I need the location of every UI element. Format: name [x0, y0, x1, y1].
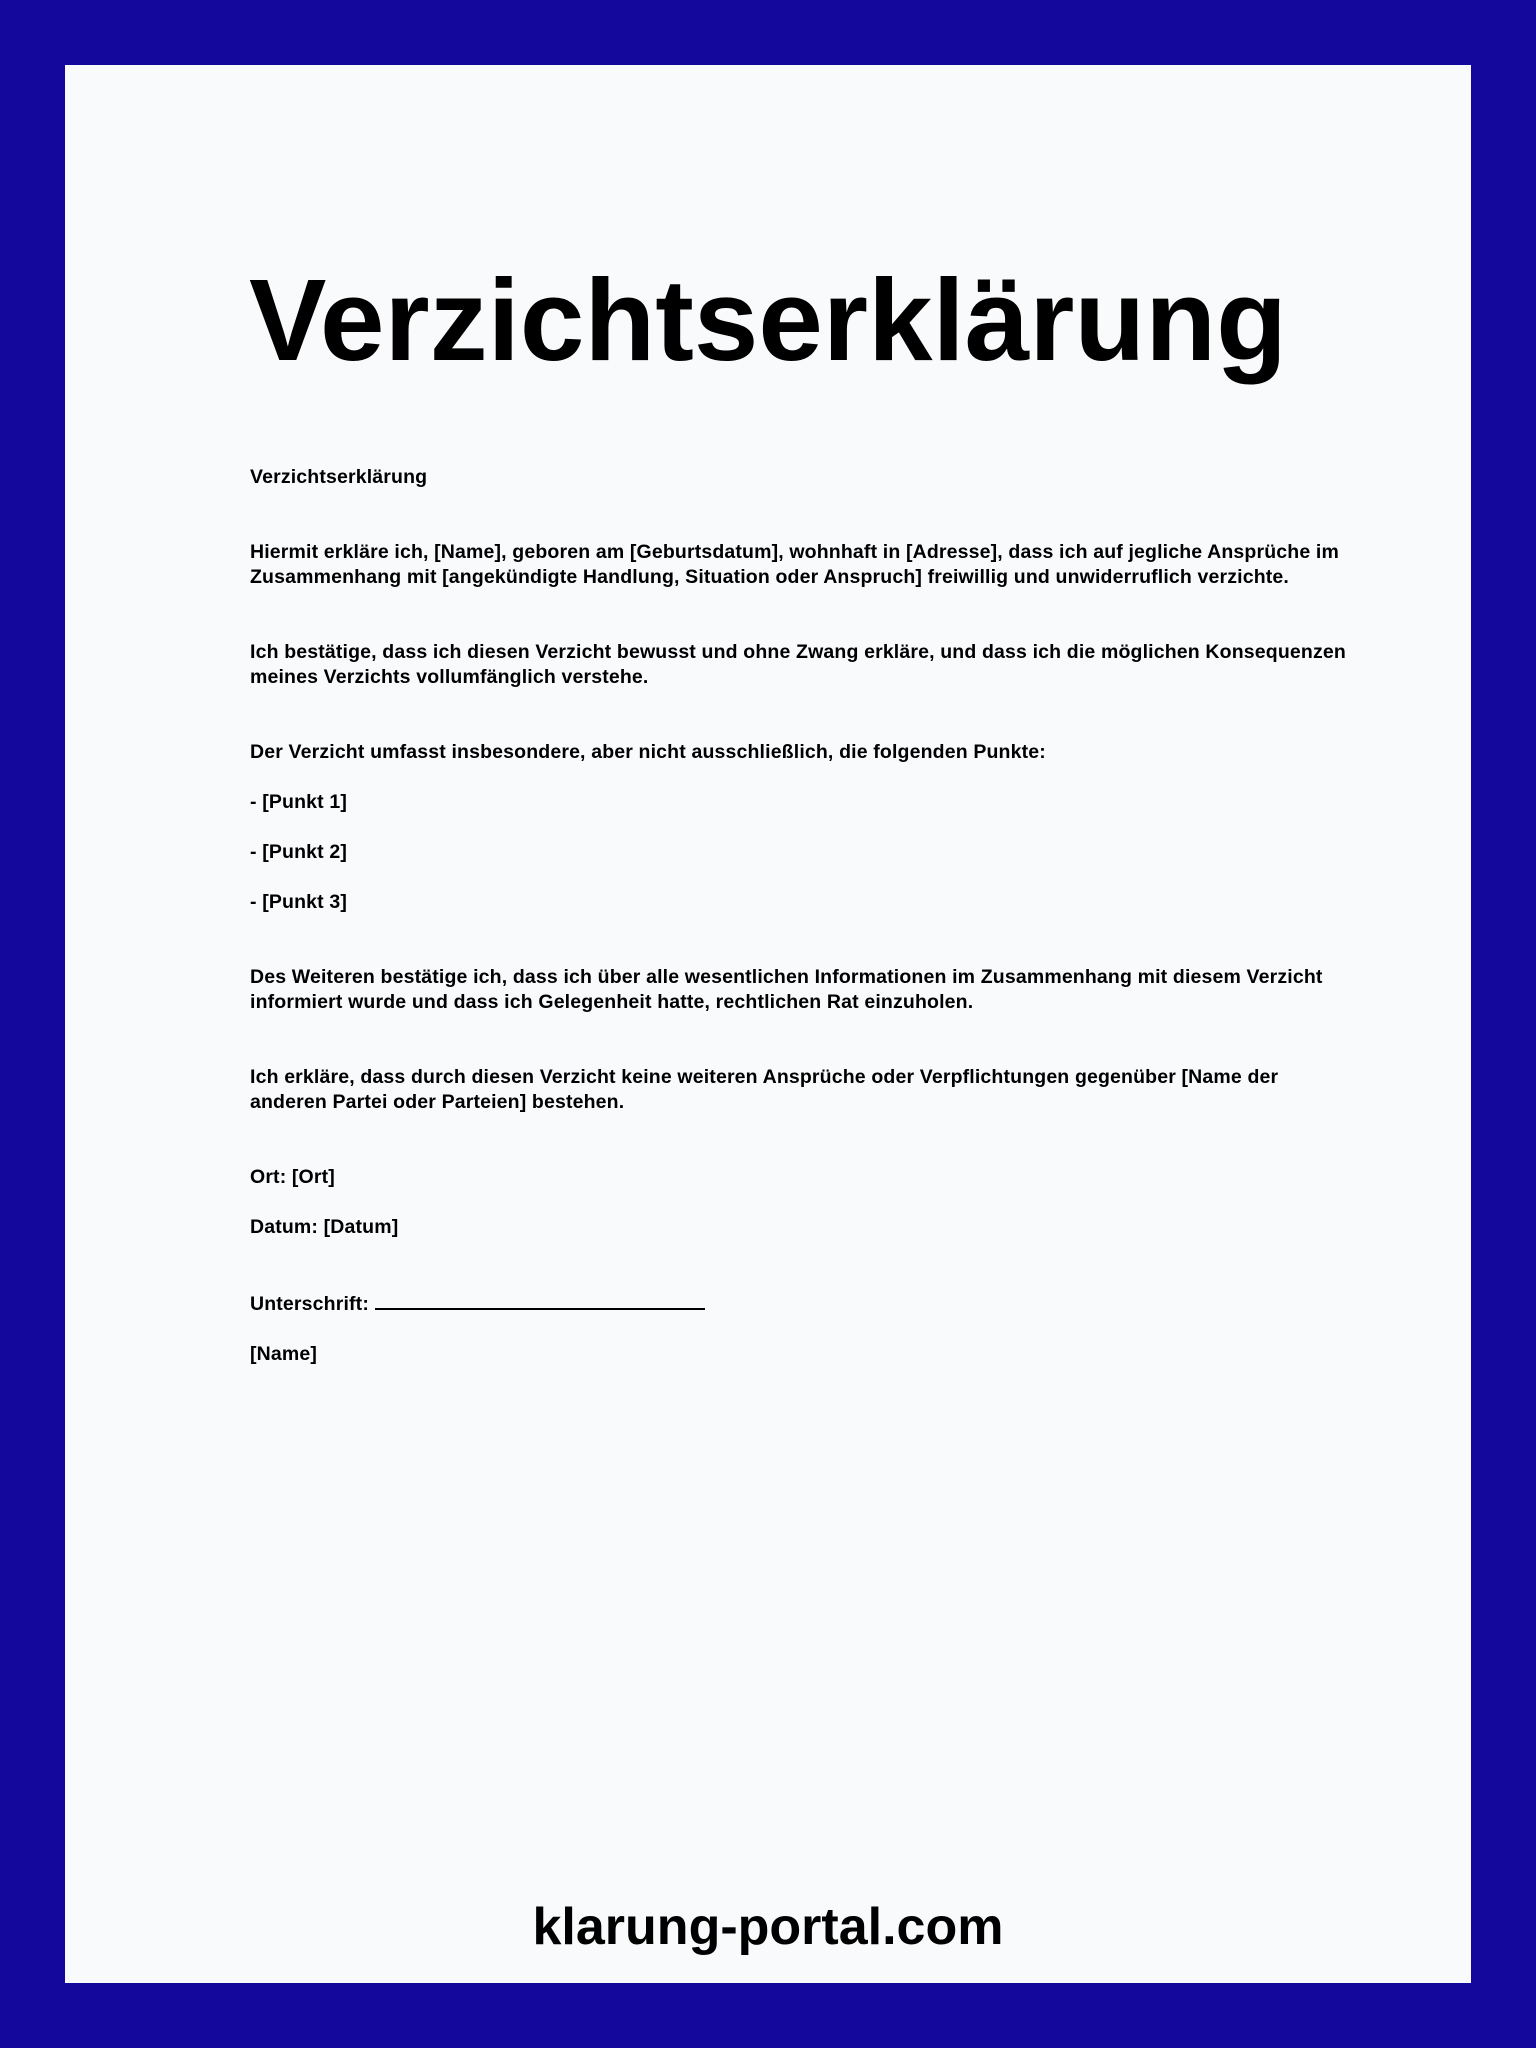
- paragraph-confirmation: Ich bestätige, dass ich diesen Verzicht bewusst und ohne Zwang erkläre, und dass ich die möglichen Konsequenzen meines Verzichts vollumfänglich verstehe.: [250, 641, 1346, 688]
- document-body: [250, 465, 1350, 1367]
- date-field: Datum: [Datum]: [250, 1216, 399, 1238]
- list-item-point-2: - [Punkt 2]: [250, 841, 347, 863]
- signature-label: Unterschrift:: [250, 1293, 369, 1315]
- place-field: Ort: [Ort]: [250, 1166, 335, 1188]
- document-subheading: Verzichtserklärung: [250, 466, 428, 488]
- document-sheet: [65, 65, 1471, 1983]
- paragraph-no-claims: Ich erkläre, dass durch diesen Verzicht keine weiteren Ansprüche oder Verpflichtungen gegenüber [Name der anderen Partei oder Parteien] bestehen.: [250, 1066, 1279, 1113]
- signer-name: [Name]: [250, 1343, 317, 1365]
- paragraph-declaration: Hiermit erkläre ich, [Name], geboren am [Geburtsdatum], wohnhaft in [Adresse], dass ich auf jegliche Ansprüche im Zusammenhang mit [angekündigte Handlung, Situation oder Anspruch] freiwillig und unwiderruflich verzichte.: [250, 541, 1339, 588]
- signature-field: [250, 1290, 1350, 1317]
- list-item-point-1: - [Punkt 1]: [250, 791, 347, 813]
- document-title: Verzichtserklärung: [249, 255, 1287, 385]
- footer-website: klarung-portal.com: [532, 1898, 1004, 1956]
- signature-line: [375, 1290, 705, 1310]
- paragraph-scope: Der Verzicht umfasst insbesondere, aber nicht ausschließlich, die folgenden Punkte:: [250, 741, 1046, 763]
- list-item-point-3: - [Punkt 3]: [250, 891, 347, 913]
- paragraph-information: Des Weiteren bestätige ich, dass ich über alle wesentlichen Informationen im Zusammenhang mit diesem Verzicht informiert wurde und dass ich Gelegenheit hatte, rechtlichen Rat einzuholen.: [250, 966, 1323, 1013]
